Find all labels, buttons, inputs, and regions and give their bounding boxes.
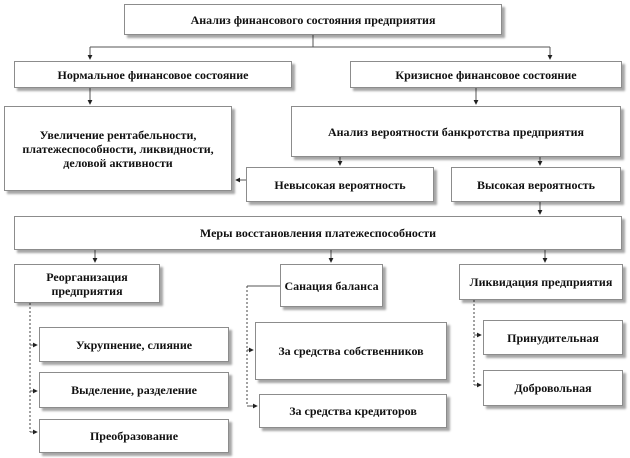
voluntary-box xyxy=(483,370,623,406)
reorganization-box xyxy=(14,264,160,303)
normal-state-box xyxy=(14,61,292,88)
voluntary-label: Добровольная xyxy=(514,381,592,395)
separation-box xyxy=(39,372,229,408)
forced-box xyxy=(483,320,623,355)
low-probability-label: Невысокая вероятность xyxy=(274,177,406,192)
root-box xyxy=(124,4,502,35)
normal-state-label: Нормальное финансовое состояние xyxy=(57,67,249,82)
bankruptcy-analysis-box xyxy=(291,106,621,157)
increase-profitability-box xyxy=(4,106,232,191)
owners-funds-box xyxy=(255,322,447,380)
merger-label: Укрупнение, слияние xyxy=(75,337,193,352)
reorganization-label: Реорганизация предприятия xyxy=(46,269,128,298)
liquidation-label: Ликвидация предприятия xyxy=(469,275,613,289)
bankruptcy-analysis-label: Анализ вероятности банкротства предприятия xyxy=(327,124,585,139)
sanation-box xyxy=(280,264,383,307)
high-probability-label: Высокая вероятность xyxy=(476,177,596,192)
sanation-label: Санация баланса xyxy=(284,278,379,293)
liquidation-box xyxy=(459,264,623,300)
high-probability-box xyxy=(451,167,621,202)
low-probability-box xyxy=(246,167,434,202)
root-label: Анализ финансового состояния предприятия xyxy=(190,12,436,27)
transformation-box xyxy=(39,419,229,453)
merger-box xyxy=(39,327,229,362)
transformation-label: Преобразование xyxy=(89,429,179,443)
separation-label: Выделение, разделение xyxy=(71,383,197,397)
crisis-state-box xyxy=(350,61,622,88)
increase-profitability-label: Увеличение рентабельности, платежеспособности, ликвидности, деловой активности xyxy=(22,127,214,170)
forced-label: Принудительная xyxy=(507,330,599,345)
creditors-funds-box xyxy=(259,394,447,428)
recovery-measures-label: Меры восстановления платежеспособности xyxy=(199,226,437,240)
creditors-funds-label: За средства кредиторов xyxy=(289,404,417,418)
owners-funds-label: За средства собственников xyxy=(278,344,424,358)
crisis-state-label: Кризисное финансовое состояние xyxy=(395,67,577,82)
recovery-measures-box xyxy=(14,216,622,250)
